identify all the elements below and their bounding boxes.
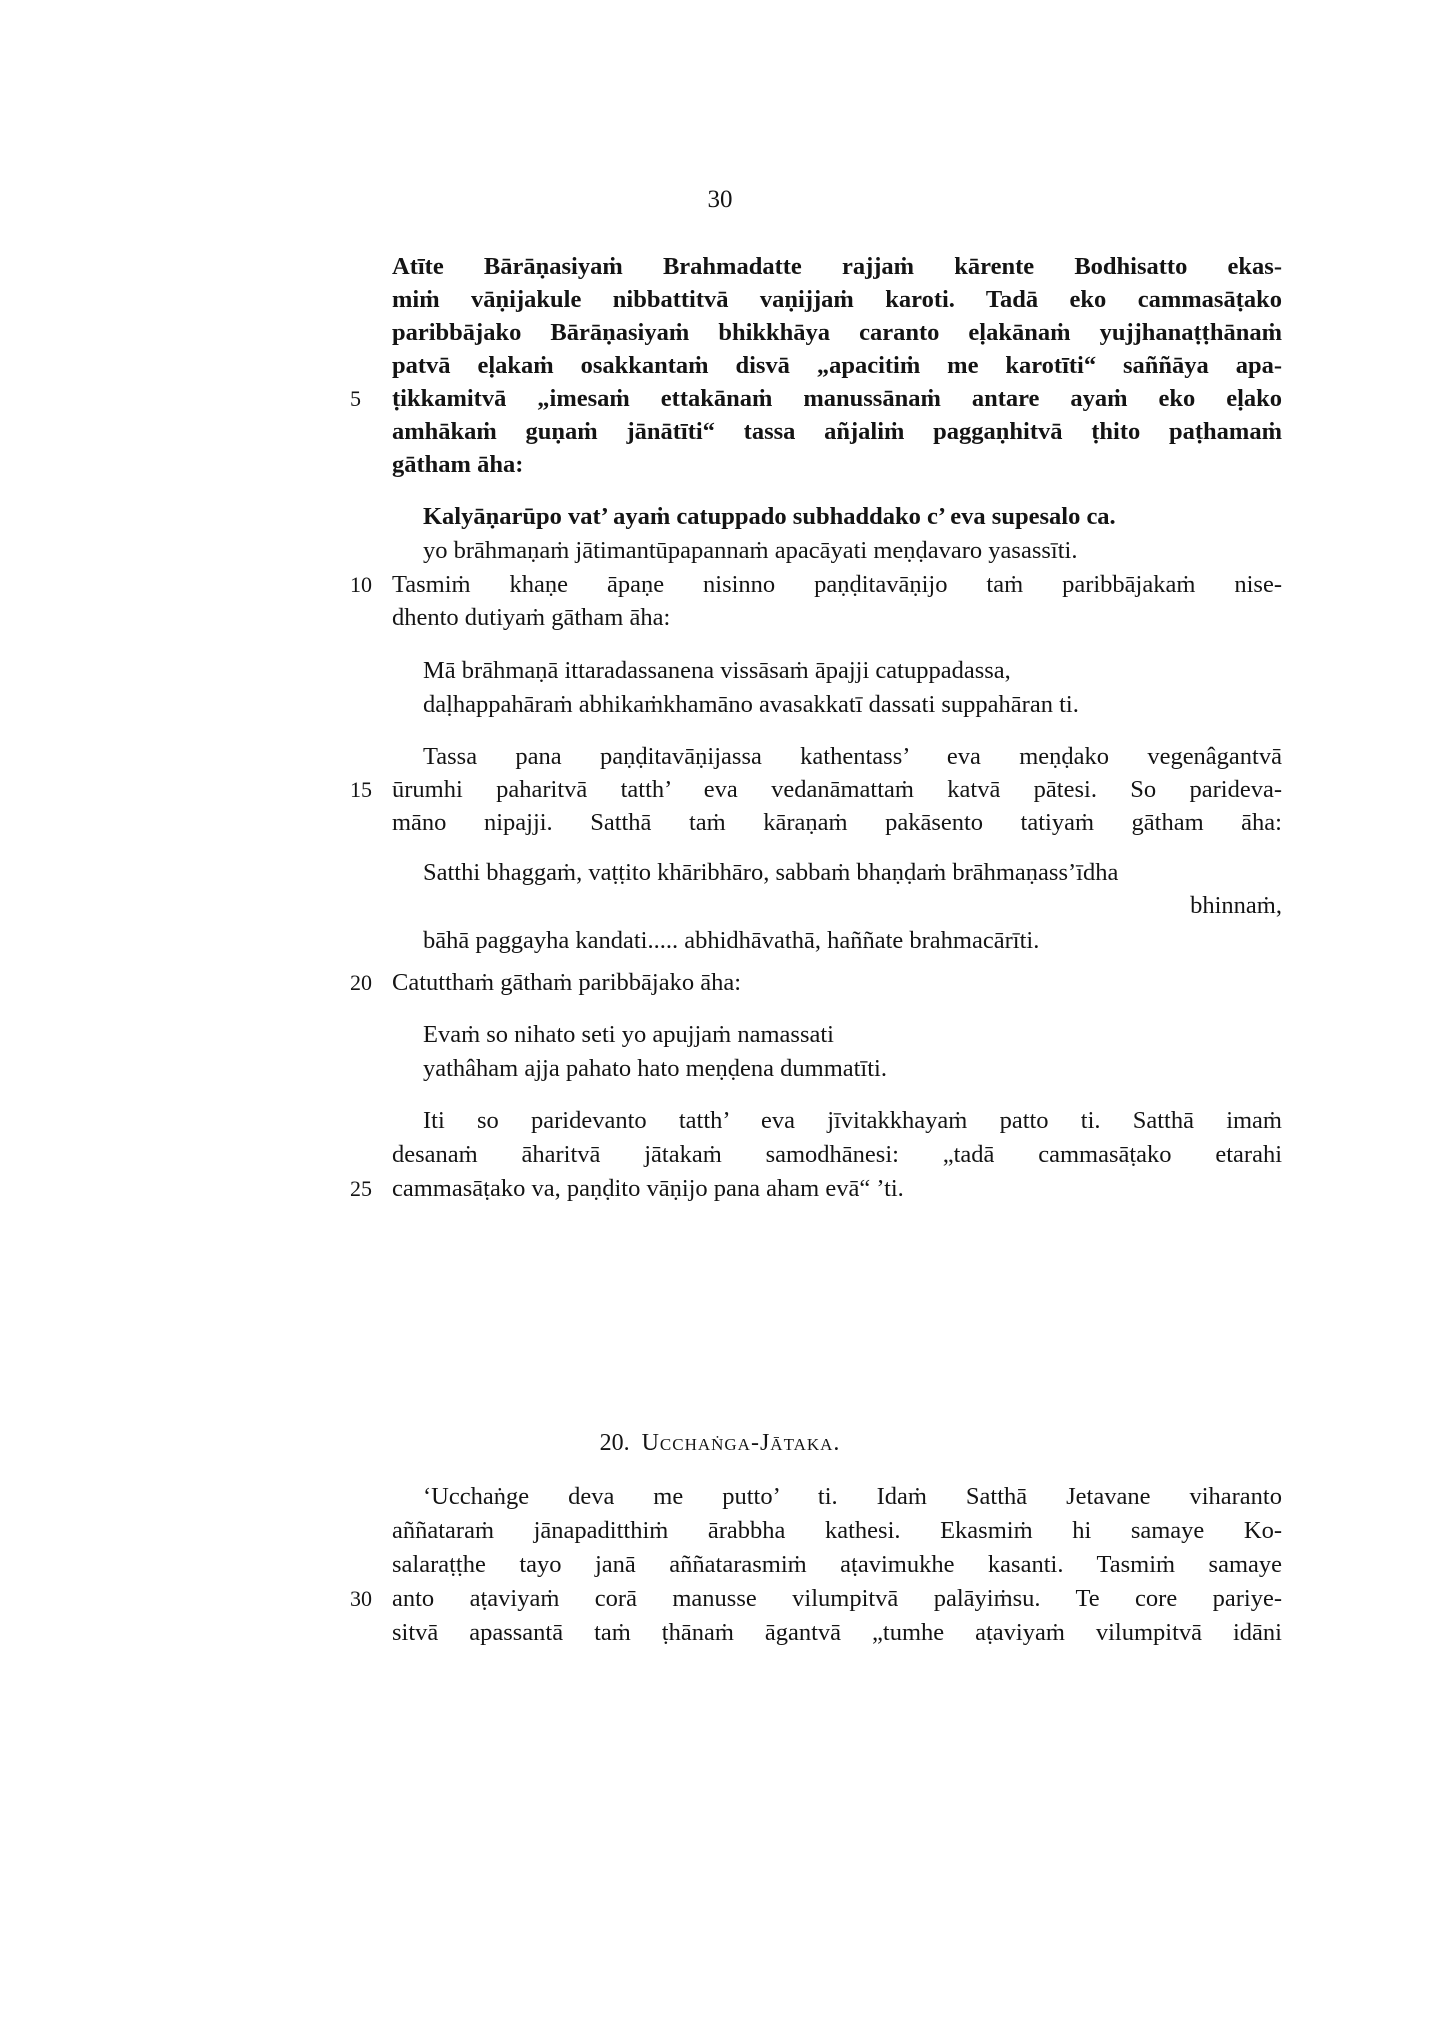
verse-line: yathâham ajja pahato hato meṇḍena dummatīti. bbox=[423, 1055, 887, 1082]
text-line: Atīte Bārāṇasiyaṁ Brahmadatte rajjaṁ kārente Bodhisatto ekas- bbox=[392, 253, 1282, 280]
text-line: paribbājako Bārāṇasiyaṁ bhikkhāya caranto eḷakānaṁ yujjhanaṭṭhānaṁ bbox=[392, 319, 1282, 346]
verse-line: bāhā paggayha kandati..... abhidhāvathā, haññate brahmacārīti. bbox=[423, 927, 1040, 954]
heading-number: 20. bbox=[599, 1430, 630, 1456]
verse-line: yo brāhmaṇaṁ jātimantūpapannaṁ apacāyati meṇḍavaro yasassīti. bbox=[423, 537, 1078, 564]
text-line: patvā eḷakaṁ osakkantaṁ disvā „apacitiṁ me karotīti“ saññāya apa- bbox=[392, 352, 1282, 379]
line-number: 20 bbox=[350, 970, 372, 995]
heading-title: Ucchaṅga-Jātaka. bbox=[641, 1430, 841, 1456]
line-number: 5 bbox=[350, 386, 361, 411]
text-line: Tassa pana paṇḍitavāṇijassa kathentass’ eva meṇḍako vegenâgantvā bbox=[423, 743, 1282, 770]
text-line: salaraṭṭhe tayo janā aññatarasmiṁ aṭavimukhe kasanti. Tasmiṁ samaye bbox=[392, 1551, 1282, 1578]
text-line: māno nipajji. Satthā taṁ kāraṇaṁ pakāsento tatiyaṁ gātham āha: bbox=[392, 809, 1282, 836]
line-number: 10 bbox=[350, 572, 372, 597]
text-line: ūrumhi paharitvā tatth’ eva vedanāmattaṁ katvā pātesi. So parideva- bbox=[392, 776, 1282, 803]
section-heading bbox=[0, 1428, 1440, 1458]
verse-line: Evaṁ so nihato seti yo apujjaṁ namassati bbox=[423, 1021, 834, 1048]
verse-line: daḷhappahāraṁ abhikaṁkhamāno avasakkatī dassati suppahāran ti. bbox=[423, 691, 1079, 718]
text-line: aññataraṁ jānapaditthiṁ ārabbha kathesi. Ekasmiṁ hi samaye Ko- bbox=[392, 1517, 1282, 1544]
text-line: Catutthaṁ gāthaṁ paribbājako āha: bbox=[392, 969, 742, 996]
line-number: 25 bbox=[350, 1176, 372, 1201]
line-number: 30 bbox=[350, 1586, 372, 1611]
verse-line: Satthi bhaggaṁ, vaṭṭito khāribhāro, sabbaṁ bhaṇḍaṁ brāhmaṇass’īdha bbox=[423, 859, 1119, 886]
verse-line: Mā brāhmaṇā ittaradassanena vissāsaṁ āpajji catuppadassa, bbox=[423, 657, 1011, 684]
text-line: desanaṁ āharitvā jātakaṁ samodhānesi: „tadā cammasāṭako etarahi bbox=[392, 1141, 1282, 1168]
line-number: 15 bbox=[350, 777, 372, 802]
text-line: gātham āha: bbox=[392, 451, 524, 478]
text-line: dhento dutiyaṁ gātham āha: bbox=[392, 604, 671, 631]
text-line: ‘Ucchaṅge deva me putto’ ti. Idaṁ Satthā Jetavane viharanto bbox=[423, 1483, 1282, 1510]
text-line: sitvā apassantā taṁ ṭhānaṁ āgantvā „tumhe aṭaviyaṁ vilumpitvā idāni bbox=[392, 1619, 1282, 1646]
page-number: 30 bbox=[707, 186, 733, 213]
text-line: miṁ vāṇijakule nibbattitvā vaṇijjaṁ karoti. Tadā eko cammasāṭako bbox=[392, 286, 1282, 313]
text-line: cammasāṭako va, paṇḍito vāṇijo pana aham evā“ ’ti. bbox=[392, 1175, 904, 1202]
text-line: Tasmiṁ khaṇe āpaṇe nisinno paṇḍitavāṇijo taṁ paribbājakaṁ nise- bbox=[392, 571, 1282, 598]
verse-line: bhinnaṁ, bbox=[1190, 892, 1282, 919]
verse-line: Kalyāṇarūpo vat’ ayaṁ catuppado subhaddako c’ eva supesalo ca. bbox=[423, 503, 1116, 530]
text-line: Iti so paridevanto tatth’ eva jīvitakkhayaṁ patto ti. Satthā imaṁ bbox=[423, 1107, 1282, 1134]
text-line: ṭikkamitvā „imesaṁ ettakānaṁ manussānaṁ antare ayaṁ eko eḷako bbox=[392, 385, 1282, 412]
text-line: amhākaṁ guṇaṁ jānātīti“ tassa añjaliṁ paggaṇhitvā ṭhito paṭhamaṁ bbox=[392, 418, 1282, 445]
text-line: anto aṭaviyaṁ corā manusse vilumpitvā palāyiṁsu. Te core pariye- bbox=[392, 1585, 1282, 1612]
